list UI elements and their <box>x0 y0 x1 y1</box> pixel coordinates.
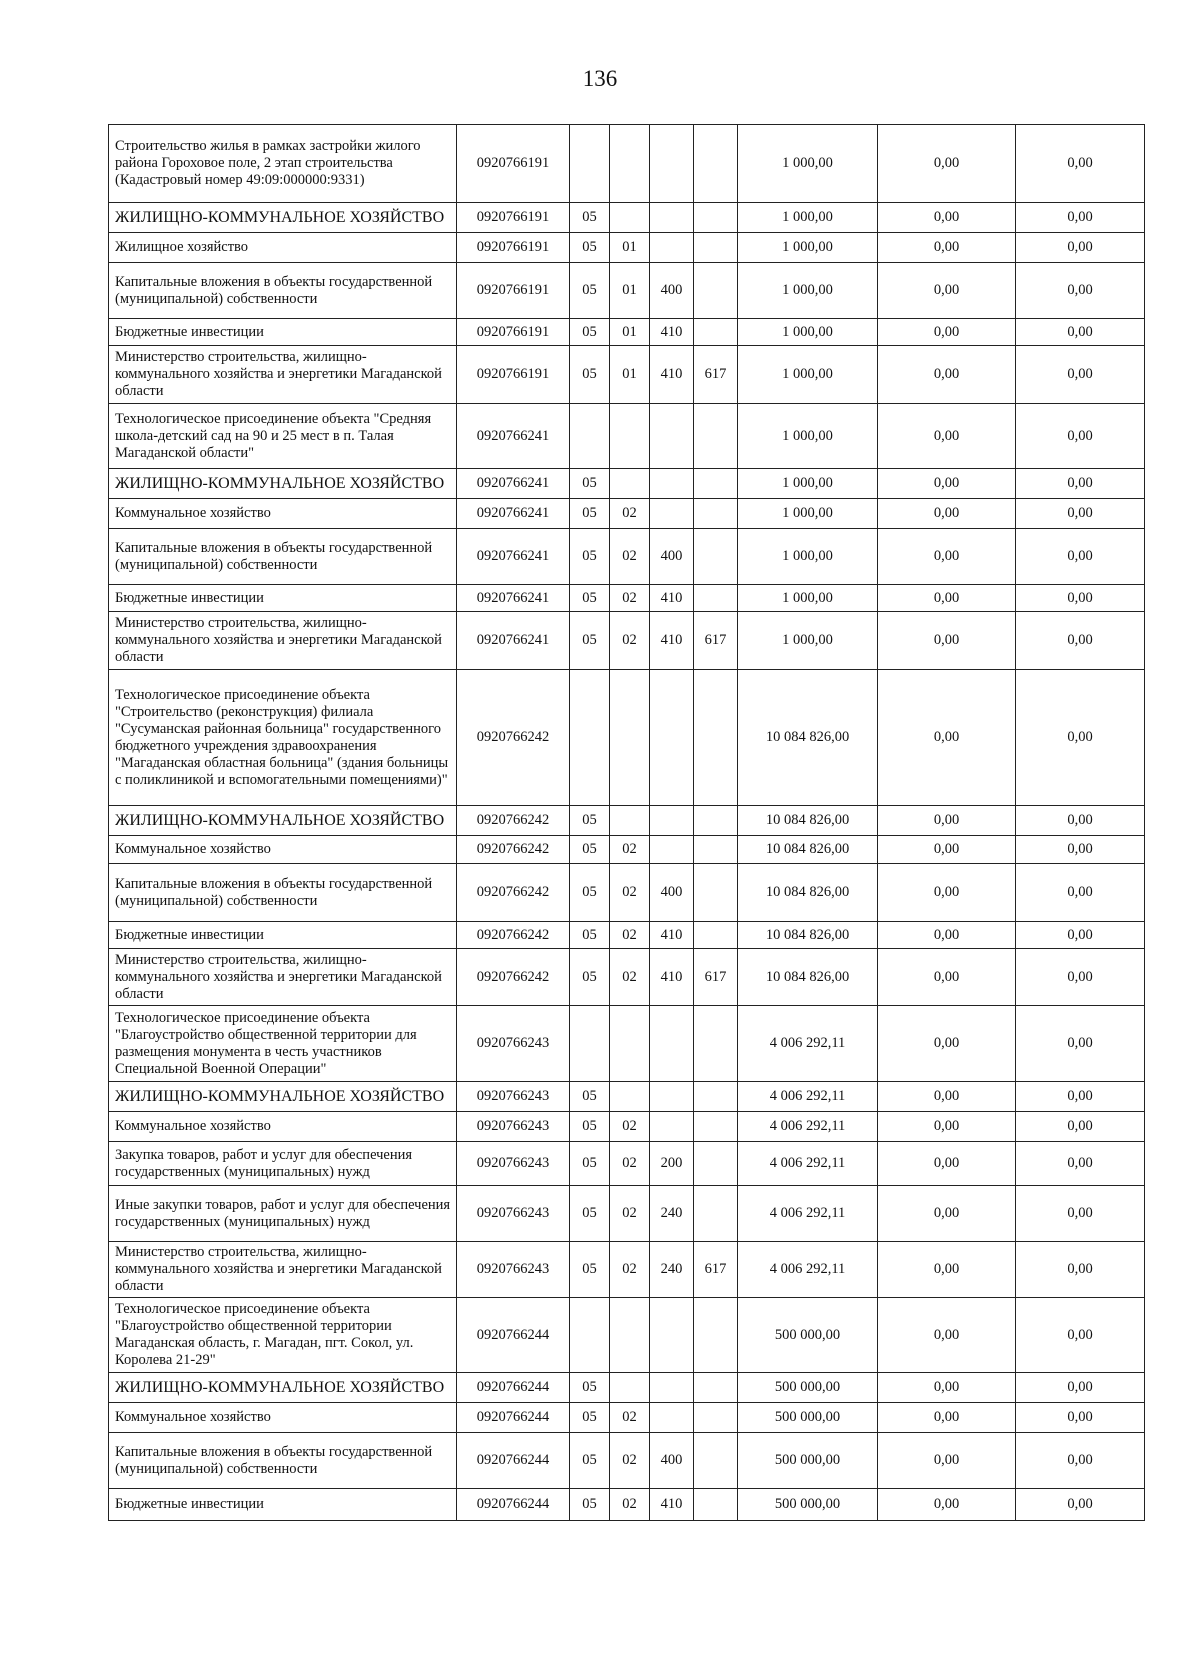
target-code: 0920766191 <box>457 263 570 319</box>
table-row <box>109 1142 1145 1186</box>
expense-name: Бюджетные инвестиции <box>109 922 457 949</box>
administrator-code <box>694 864 738 922</box>
expense-name: Министерство строительства, жилищно-коммунального хозяйства и энергетики Магаданской области <box>109 1242 457 1298</box>
expense-type-code: 240 <box>650 1186 694 1242</box>
subsection-code: 02 <box>610 612 650 670</box>
subsection-code: 02 <box>610 585 650 612</box>
expense-name: ЖИЛИЩНО-КОММУНАЛЬНОЕ ХОЗЯЙСТВО <box>109 1373 457 1403</box>
section-code <box>570 1298 610 1373</box>
expense-type-code: 410 <box>650 612 694 670</box>
amount-year-2: 0,00 <box>878 1373 1016 1403</box>
amount-year-2: 0,00 <box>878 1006 1016 1082</box>
amount-year-2: 0,00 <box>878 585 1016 612</box>
table-row <box>109 1186 1145 1242</box>
section-code: 05 <box>570 346 610 404</box>
administrator-code <box>694 263 738 319</box>
amount-year-2: 0,00 <box>878 612 1016 670</box>
subsection-code: 02 <box>610 1186 650 1242</box>
administrator-code <box>694 1006 738 1082</box>
target-code: 0920766241 <box>457 529 570 585</box>
expense-name: Министерство строительства, жилищно-коммунального хозяйства и энергетики Магаданской области <box>109 346 457 404</box>
amount-year-3: 0,00 <box>1016 1112 1145 1142</box>
target-code: 0920766241 <box>457 612 570 670</box>
amount-year-3: 0,00 <box>1016 864 1145 922</box>
budget-table-container <box>108 124 1144 1521</box>
amount-year-2: 0,00 <box>878 346 1016 404</box>
administrator-code <box>694 836 738 864</box>
expense-name: Капитальные вложения в объекты государственной (муниципальной) собственности <box>109 864 457 922</box>
administrator-code <box>694 233 738 263</box>
amount-year-2: 0,00 <box>878 499 1016 529</box>
section-code: 05 <box>570 233 610 263</box>
subsection-code: 02 <box>610 922 650 949</box>
target-code: 0920766242 <box>457 922 570 949</box>
expense-type-code: 410 <box>650 922 694 949</box>
administrator-code <box>694 1298 738 1373</box>
table-row <box>109 529 1145 585</box>
expense-type-code: 400 <box>650 864 694 922</box>
target-code: 0920766242 <box>457 949 570 1006</box>
amount-year-2: 0,00 <box>878 949 1016 1006</box>
amount-year-1: 1 000,00 <box>738 203 878 233</box>
amount-year-3: 0,00 <box>1016 529 1145 585</box>
amount-year-1: 10 084 826,00 <box>738 922 878 949</box>
section-code: 05 <box>570 949 610 1006</box>
subsection-code: 02 <box>610 1242 650 1298</box>
subsection-code: 01 <box>610 263 650 319</box>
amount-year-3: 0,00 <box>1016 922 1145 949</box>
expense-name: Министерство строительства, жилищно-коммунального хозяйства и энергетики Магаданской области <box>109 949 457 1006</box>
amount-year-1: 500 000,00 <box>738 1433 878 1489</box>
administrator-code: 617 <box>694 612 738 670</box>
target-code: 0920766241 <box>457 404 570 469</box>
expense-type-code <box>650 1112 694 1142</box>
amount-year-3: 0,00 <box>1016 1242 1145 1298</box>
section-code: 05 <box>570 1489 610 1521</box>
amount-year-3: 0,00 <box>1016 233 1145 263</box>
section-code: 05 <box>570 1112 610 1142</box>
administrator-code <box>694 469 738 499</box>
amount-year-1: 4 006 292,11 <box>738 1082 878 1112</box>
amount-year-3: 0,00 <box>1016 1142 1145 1186</box>
expense-name: Капитальные вложения в объекты государственной (муниципальной) собственности <box>109 1433 457 1489</box>
administrator-code <box>694 203 738 233</box>
administrator-code <box>694 806 738 836</box>
section-code: 05 <box>570 806 610 836</box>
amount-year-1: 1 000,00 <box>738 585 878 612</box>
table-row <box>109 612 1145 670</box>
amount-year-1: 4 006 292,11 <box>738 1142 878 1186</box>
amount-year-1: 500 000,00 <box>738 1489 878 1521</box>
table-row <box>109 1489 1145 1521</box>
section-code: 05 <box>570 1242 610 1298</box>
expense-name: Технологическое присоединение объекта "Строительство (реконструкция) филиала "Сусуманская районная больница" государственного бюджетного учреждения здравоохранения "Магаданская областная больница" (здания больницы с поликлиникой и вспомогательными помещениями)" <box>109 670 457 806</box>
subsection-code <box>610 806 650 836</box>
section-code <box>570 404 610 469</box>
amount-year-2: 0,00 <box>878 125 1016 203</box>
target-code: 0920766241 <box>457 469 570 499</box>
section-code: 05 <box>570 864 610 922</box>
amount-year-2: 0,00 <box>878 233 1016 263</box>
amount-year-1: 1 000,00 <box>738 125 878 203</box>
amount-year-1: 1 000,00 <box>738 529 878 585</box>
amount-year-3: 0,00 <box>1016 469 1145 499</box>
expense-name: Министерство строительства, жилищно-коммунального хозяйства и энергетики Магаданской области <box>109 612 457 670</box>
amount-year-3: 0,00 <box>1016 1298 1145 1373</box>
administrator-code <box>694 1433 738 1489</box>
section-code: 05 <box>570 203 610 233</box>
amount-year-2: 0,00 <box>878 836 1016 864</box>
amount-year-3: 0,00 <box>1016 949 1145 1006</box>
amount-year-3: 0,00 <box>1016 1186 1145 1242</box>
expense-name: Иные закупки товаров, работ и услуг для обеспечения государственных (муниципальных) нужд <box>109 1186 457 1242</box>
section-code <box>570 1006 610 1082</box>
expense-name: ЖИЛИЩНО-КОММУНАЛЬНОЕ ХОЗЯЙСТВО <box>109 806 457 836</box>
amount-year-1: 1 000,00 <box>738 612 878 670</box>
expense-name: Капитальные вложения в объекты государственной (муниципальной) собственности <box>109 529 457 585</box>
expense-name: Бюджетные инвестиции <box>109 319 457 346</box>
section-code: 05 <box>570 469 610 499</box>
administrator-code <box>694 922 738 949</box>
expense-type-code <box>650 233 694 263</box>
target-code: 0920766242 <box>457 836 570 864</box>
section-code: 05 <box>570 1082 610 1112</box>
administrator-code <box>694 670 738 806</box>
amount-year-3: 0,00 <box>1016 1489 1145 1521</box>
amount-year-2: 0,00 <box>878 263 1016 319</box>
administrator-code <box>694 499 738 529</box>
amount-year-1: 500 000,00 <box>738 1403 878 1433</box>
expense-type-code <box>650 404 694 469</box>
table-row <box>109 346 1145 404</box>
amount-year-3: 0,00 <box>1016 1006 1145 1082</box>
table-row <box>109 864 1145 922</box>
target-code: 0920766243 <box>457 1006 570 1082</box>
section-code: 05 <box>570 263 610 319</box>
subsection-code: 01 <box>610 319 650 346</box>
amount-year-1: 10 084 826,00 <box>738 670 878 806</box>
target-code: 0920766243 <box>457 1242 570 1298</box>
amount-year-1: 1 000,00 <box>738 319 878 346</box>
target-code: 0920766191 <box>457 233 570 263</box>
table-row <box>109 922 1145 949</box>
amount-year-2: 0,00 <box>878 469 1016 499</box>
expense-name: ЖИЛИЩНО-КОММУНАЛЬНОЕ ХОЗЯЙСТВО <box>109 203 457 233</box>
expense-type-code <box>650 1298 694 1373</box>
expense-type-code: 200 <box>650 1142 694 1186</box>
amount-year-2: 0,00 <box>878 404 1016 469</box>
expense-name: Бюджетные инвестиции <box>109 1489 457 1521</box>
subsection-code <box>610 469 650 499</box>
table-row <box>109 585 1145 612</box>
amount-year-1: 1 000,00 <box>738 233 878 263</box>
administrator-code: 617 <box>694 1242 738 1298</box>
subsection-code: 02 <box>610 499 650 529</box>
target-code: 0920766242 <box>457 670 570 806</box>
table-row <box>109 499 1145 529</box>
subsection-code: 02 <box>610 1489 650 1521</box>
expense-name: Коммунальное хозяйство <box>109 1112 457 1142</box>
subsection-code <box>610 1006 650 1082</box>
section-code <box>570 670 610 806</box>
subsection-code <box>610 125 650 203</box>
target-code: 0920766243 <box>457 1186 570 1242</box>
amount-year-1: 500 000,00 <box>738 1373 878 1403</box>
target-code: 0920766241 <box>457 499 570 529</box>
amount-year-2: 0,00 <box>878 806 1016 836</box>
expense-name: Технологическое присоединение объекта "Благоустройство общественной территории для размещения монумента в честь участников Специальной Военной Операции" <box>109 1006 457 1082</box>
subsection-code <box>610 203 650 233</box>
amount-year-1: 4 006 292,11 <box>738 1112 878 1142</box>
target-code: 0920766242 <box>457 806 570 836</box>
table-row <box>109 1403 1145 1433</box>
expense-type-code <box>650 670 694 806</box>
amount-year-3: 0,00 <box>1016 1403 1145 1433</box>
administrator-code <box>694 1186 738 1242</box>
table-row <box>109 404 1145 469</box>
amount-year-2: 0,00 <box>878 1403 1016 1433</box>
expense-name: Коммунальное хозяйство <box>109 1403 457 1433</box>
administrator-code <box>694 125 738 203</box>
amount-year-3: 0,00 <box>1016 263 1145 319</box>
table-row <box>109 836 1145 864</box>
table-body <box>109 125 1145 1521</box>
expense-type-code <box>650 125 694 203</box>
expense-name: ЖИЛИЩНО-КОММУНАЛЬНОЕ ХОЗЯЙСТВО <box>109 469 457 499</box>
table-row <box>109 1112 1145 1142</box>
expense-type-code: 410 <box>650 585 694 612</box>
table-row <box>109 469 1145 499</box>
administrator-code <box>694 529 738 585</box>
amount-year-3: 0,00 <box>1016 1433 1145 1489</box>
section-code: 05 <box>570 1186 610 1242</box>
amount-year-2: 0,00 <box>878 922 1016 949</box>
amount-year-3: 0,00 <box>1016 670 1145 806</box>
amount-year-1: 4 006 292,11 <box>738 1006 878 1082</box>
table-row <box>109 233 1145 263</box>
amount-year-2: 0,00 <box>878 1142 1016 1186</box>
table-row <box>109 806 1145 836</box>
page-number: 136 <box>582 66 618 91</box>
subsection-code: 02 <box>610 1433 650 1489</box>
subsection-code: 02 <box>610 864 650 922</box>
target-code: 0920766242 <box>457 864 570 922</box>
expense-name: Жилищное хозяйство <box>109 233 457 263</box>
amount-year-3: 0,00 <box>1016 1373 1145 1403</box>
amount-year-3: 0,00 <box>1016 319 1145 346</box>
amount-year-3: 0,00 <box>1016 836 1145 864</box>
section-code: 05 <box>570 529 610 585</box>
table-row <box>109 1373 1145 1403</box>
amount-year-1: 1 000,00 <box>738 263 878 319</box>
expense-name: Строительство жилья в рамках застройки жилого района Гороховое поле, 2 этап строительства (Кадастровый номер 49:09:000000:9331) <box>109 125 457 203</box>
section-code: 05 <box>570 1433 610 1489</box>
table-row <box>109 319 1145 346</box>
section-code <box>570 125 610 203</box>
amount-year-3: 0,00 <box>1016 125 1145 203</box>
subsection-code: 01 <box>610 346 650 404</box>
expense-type-code: 400 <box>650 529 694 585</box>
amount-year-1: 1 000,00 <box>738 346 878 404</box>
expense-type-code: 400 <box>650 1433 694 1489</box>
expense-type-code <box>650 469 694 499</box>
administrator-code <box>694 1489 738 1521</box>
amount-year-1: 1 000,00 <box>738 499 878 529</box>
expense-type-code: 410 <box>650 949 694 1006</box>
target-code: 0920766244 <box>457 1298 570 1373</box>
table-row <box>109 1082 1145 1112</box>
amount-year-1: 500 000,00 <box>738 1298 878 1373</box>
amount-year-2: 0,00 <box>878 203 1016 233</box>
subsection-code <box>610 670 650 806</box>
section-code: 05 <box>570 1373 610 1403</box>
expense-type-code <box>650 1006 694 1082</box>
expense-name: Закупка товаров, работ и услуг для обеспечения государственных (муниципальных) нужд <box>109 1142 457 1186</box>
amount-year-3: 0,00 <box>1016 203 1145 233</box>
expense-type-code: 240 <box>650 1242 694 1298</box>
amount-year-3: 0,00 <box>1016 585 1145 612</box>
section-code: 05 <box>570 319 610 346</box>
table-row <box>109 263 1145 319</box>
target-code: 0920766191 <box>457 319 570 346</box>
target-code: 0920766244 <box>457 1373 570 1403</box>
target-code: 0920766244 <box>457 1489 570 1521</box>
expense-type-code <box>650 203 694 233</box>
subsection-code: 01 <box>610 233 650 263</box>
amount-year-2: 0,00 <box>878 1298 1016 1373</box>
section-code: 05 <box>570 922 610 949</box>
target-code: 0920766191 <box>457 346 570 404</box>
expense-type-code <box>650 1373 694 1403</box>
amount-year-1: 10 084 826,00 <box>738 836 878 864</box>
amount-year-1: 1 000,00 <box>738 404 878 469</box>
subsection-code <box>610 1082 650 1112</box>
expense-type-code: 400 <box>650 263 694 319</box>
section-code: 05 <box>570 836 610 864</box>
table-row <box>109 949 1145 1006</box>
administrator-code: 617 <box>694 949 738 1006</box>
target-code: 0920766243 <box>457 1082 570 1112</box>
table-row <box>109 670 1145 806</box>
expense-name: Бюджетные инвестиции <box>109 585 457 612</box>
amount-year-1: 1 000,00 <box>738 469 878 499</box>
subsection-code: 02 <box>610 529 650 585</box>
expense-name: Коммунальное хозяйство <box>109 836 457 864</box>
subsection-code <box>610 1373 650 1403</box>
administrator-code <box>694 1373 738 1403</box>
table-row <box>109 1242 1145 1298</box>
expense-type-code <box>650 1082 694 1112</box>
table-row <box>109 1298 1145 1373</box>
subsection-code: 02 <box>610 949 650 1006</box>
target-code: 0920766244 <box>457 1433 570 1489</box>
amount-year-2: 0,00 <box>878 1082 1016 1112</box>
expense-name: Коммунальное хозяйство <box>109 499 457 529</box>
amount-year-2: 0,00 <box>878 1433 1016 1489</box>
amount-year-1: 10 084 826,00 <box>738 864 878 922</box>
table-row <box>109 125 1145 203</box>
target-code: 0920766243 <box>457 1112 570 1142</box>
amount-year-2: 0,00 <box>878 1242 1016 1298</box>
amount-year-3: 0,00 <box>1016 499 1145 529</box>
subsection-code: 02 <box>610 1403 650 1433</box>
amount-year-1: 4 006 292,11 <box>738 1186 878 1242</box>
amount-year-3: 0,00 <box>1016 404 1145 469</box>
expense-name: Технологическое присоединение объекта "Благоустройство общественной территории Магаданская область, г. Магадан, пгт. Сокол, ул. Королева 21-29" <box>109 1298 457 1373</box>
expense-type-code: 410 <box>650 1489 694 1521</box>
section-code: 05 <box>570 1403 610 1433</box>
target-code: 0920766243 <box>457 1142 570 1186</box>
administrator-code <box>694 1142 738 1186</box>
target-code: 0920766244 <box>457 1403 570 1433</box>
subsection-code: 02 <box>610 836 650 864</box>
section-code: 05 <box>570 612 610 670</box>
expense-type-code: 410 <box>650 319 694 346</box>
amount-year-1: 10 084 826,00 <box>738 949 878 1006</box>
amount-year-3: 0,00 <box>1016 612 1145 670</box>
expense-name: Технологическое присоединение объекта "Средняя школа-детский сад на 90 и 25 мест в п. Талая Магаданской области" <box>109 404 457 469</box>
administrator-code <box>694 404 738 469</box>
administrator-code <box>694 1112 738 1142</box>
target-code: 0920766191 <box>457 125 570 203</box>
administrator-code <box>694 319 738 346</box>
table-row <box>109 203 1145 233</box>
table-row <box>109 1433 1145 1489</box>
expense-type-code <box>650 1403 694 1433</box>
administrator-code <box>694 1403 738 1433</box>
amount-year-3: 0,00 <box>1016 1082 1145 1112</box>
amount-year-1: 10 084 826,00 <box>738 806 878 836</box>
administrator-code <box>694 585 738 612</box>
subsection-code: 02 <box>610 1112 650 1142</box>
expense-name: ЖИЛИЩНО-КОММУНАЛЬНОЕ ХОЗЯЙСТВО <box>109 1082 457 1112</box>
subsection-code: 02 <box>610 1142 650 1186</box>
subsection-code <box>610 404 650 469</box>
expense-type-code <box>650 806 694 836</box>
amount-year-3: 0,00 <box>1016 346 1145 404</box>
subsection-code <box>610 1298 650 1373</box>
expense-type-code <box>650 499 694 529</box>
expense-type-code <box>650 836 694 864</box>
amount-year-3: 0,00 <box>1016 806 1145 836</box>
budget-table <box>108 124 1145 1521</box>
amount-year-1: 4 006 292,11 <box>738 1242 878 1298</box>
amount-year-2: 0,00 <box>878 670 1016 806</box>
administrator-code <box>694 1082 738 1112</box>
amount-year-2: 0,00 <box>878 319 1016 346</box>
section-code: 05 <box>570 499 610 529</box>
amount-year-2: 0,00 <box>878 864 1016 922</box>
target-code: 0920766191 <box>457 203 570 233</box>
section-code: 05 <box>570 1142 610 1186</box>
expense-name: Капитальные вложения в объекты государственной (муниципальной) собственности <box>109 263 457 319</box>
administrator-code: 617 <box>694 346 738 404</box>
amount-year-2: 0,00 <box>878 1186 1016 1242</box>
expense-type-code: 410 <box>650 346 694 404</box>
amount-year-2: 0,00 <box>878 1489 1016 1521</box>
table-row <box>109 1006 1145 1082</box>
section-code: 05 <box>570 585 610 612</box>
amount-year-2: 0,00 <box>878 1112 1016 1142</box>
target-code: 0920766241 <box>457 585 570 612</box>
amount-year-2: 0,00 <box>878 529 1016 585</box>
